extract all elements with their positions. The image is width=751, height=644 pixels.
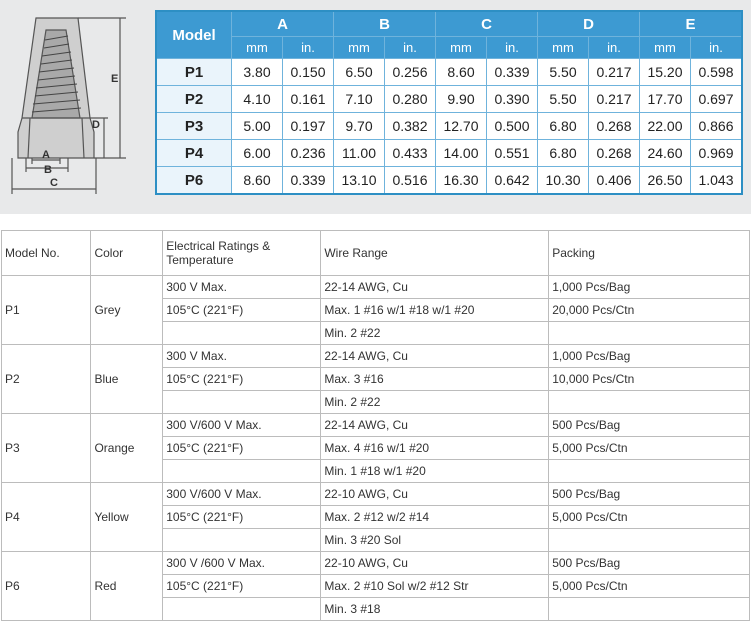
dimension-value-cell: 11.00 (334, 140, 385, 167)
dim-label-a: A (42, 149, 50, 161)
wire-cell: 22-14 AWG, Cu (321, 414, 549, 437)
dimension-value-cell: 10.30 (538, 167, 589, 195)
dim-label-d: D (92, 119, 100, 131)
dimension-value-cell: 17.70 (640, 86, 691, 113)
dim-label-b: B (44, 164, 52, 176)
spec-row (2, 276, 750, 299)
dimension-value-cell: 0.866 (691, 113, 743, 140)
dimension-value-cell: 9.90 (436, 86, 487, 113)
ratings-cell: 105°C (221°F) (163, 368, 321, 391)
dimension-value-cell: 0.150 (283, 59, 334, 86)
dimension-value-cell: 6.50 (334, 59, 385, 86)
dimension-value-cell: 9.70 (334, 113, 385, 140)
packing-cell: 5,000 Pcs/Ctn (549, 575, 750, 598)
header-electrical-ratings: Electrical Ratings & Temperature (163, 231, 321, 276)
unit-header-mm: mm (232, 37, 283, 59)
spec-table (1, 230, 750, 621)
wire-cell: Max. 2 #12 w/2 #14 (321, 506, 549, 529)
packing-cell: 10,000 Pcs/Ctn (549, 368, 750, 391)
dimension-value-cell: 0.697 (691, 86, 743, 113)
unit-header-in: in. (385, 37, 436, 59)
wire-cell: Min. 1 #18 w/1 #20 (321, 460, 549, 483)
spec-header-row (2, 231, 750, 276)
packing-cell (549, 322, 750, 345)
wire-cell: Min. 3 #18 (321, 598, 549, 621)
dimension-value-cell: 0.161 (283, 86, 334, 113)
dim-label-c: C (50, 177, 58, 189)
header-packing: Packing (549, 231, 750, 276)
ratings-cell (163, 460, 321, 483)
packing-cell: 1,000 Pcs/Bag (549, 345, 750, 368)
group-header-a: A (232, 11, 334, 37)
model-no-cell: P6 (2, 552, 91, 621)
dimension-value-cell: 16.30 (436, 167, 487, 195)
dimension-value-cell: 6.80 (538, 140, 589, 167)
dimension-value-cell: 0.256 (385, 59, 436, 86)
dimension-row (156, 59, 742, 86)
wire-cell: Min. 3 #20 Sol (321, 529, 549, 552)
ratings-cell (163, 598, 321, 621)
dimension-value-cell: 0.339 (283, 167, 334, 195)
color-cell: Orange (91, 414, 163, 483)
dimension-value-cell: 0.339 (487, 59, 538, 86)
packing-cell: 5,000 Pcs/Ctn (549, 506, 750, 529)
dimension-value-cell: 6.80 (538, 113, 589, 140)
unit-header-in: in. (691, 37, 743, 59)
unit-header-in: in. (283, 37, 334, 59)
header-color: Color (91, 231, 163, 276)
dimension-value-cell: 0.598 (691, 59, 743, 86)
dimension-table (155, 10, 743, 195)
color-cell: Yellow (91, 483, 163, 552)
group-header-e: E (640, 11, 743, 37)
dimension-value-cell: 6.00 (232, 140, 283, 167)
unit-header-mm: mm (538, 37, 589, 59)
dimension-value-cell: 13.10 (334, 167, 385, 195)
unit-header-mm: mm (334, 37, 385, 59)
color-cell: Red (91, 552, 163, 621)
dimension-value-cell: 0.433 (385, 140, 436, 167)
unit-header-row (156, 37, 742, 59)
group-header-b: B (334, 11, 436, 37)
wire-cell: 22-14 AWG, Cu (321, 345, 549, 368)
dimension-value-cell: 0.268 (589, 113, 640, 140)
ratings-cell: 300 V/600 V Max. (163, 414, 321, 437)
dimension-value-cell: 0.551 (487, 140, 538, 167)
ratings-cell: 105°C (221°F) (163, 299, 321, 322)
dimension-row (156, 86, 742, 113)
dimension-figure (0, 0, 751, 214)
dimension-value-cell: 0.197 (283, 113, 334, 140)
unit-header-mm: mm (436, 37, 487, 59)
packing-cell: 1,000 Pcs/Bag (549, 276, 750, 299)
ratings-cell: 105°C (221°F) (163, 575, 321, 598)
dimension-value-cell: 0.500 (487, 113, 538, 140)
dimension-value-cell: 0.516 (385, 167, 436, 195)
unit-header-mm: mm (640, 37, 691, 59)
model-cell: P2 (156, 86, 232, 113)
ratings-cell (163, 391, 321, 414)
unit-header-in: in. (487, 37, 538, 59)
dimension-value-cell: 0.642 (487, 167, 538, 195)
group-header-c: C (436, 11, 538, 37)
model-cell: P3 (156, 113, 232, 140)
ratings-cell: 300 V/600 V Max. (163, 483, 321, 506)
model-column-header: Model (156, 11, 232, 59)
wire-connector-diagram (0, 0, 150, 210)
packing-cell: 500 Pcs/Bag (549, 552, 750, 575)
wire-cell: 22-10 AWG, Cu (321, 483, 549, 506)
ratings-cell (163, 529, 321, 552)
model-cell: P1 (156, 59, 232, 86)
dimension-value-cell: 5.50 (538, 59, 589, 86)
ratings-cell: 300 V Max. (163, 276, 321, 299)
ratings-cell (163, 322, 321, 345)
dimension-value-cell: 15.20 (640, 59, 691, 86)
dimension-value-cell: 5.00 (232, 113, 283, 140)
dimension-value-cell: 22.00 (640, 113, 691, 140)
dimension-value-cell: 0.217 (589, 86, 640, 113)
dimension-value-cell: 0.280 (385, 86, 436, 113)
dimension-value-cell: 0.969 (691, 140, 743, 167)
wire-cell: Max. 1 #16 w/1 #18 w/1 #20 (321, 299, 549, 322)
dimension-row (156, 113, 742, 140)
header-wire-range: Wire Range (321, 231, 549, 276)
dimension-value-cell: 3.80 (232, 59, 283, 86)
unit-header-in: in. (589, 37, 640, 59)
wire-cell: Min. 2 #22 (321, 391, 549, 414)
packing-cell (549, 598, 750, 621)
dimension-value-cell: 14.00 (436, 140, 487, 167)
wire-cell: Min. 2 #22 (321, 322, 549, 345)
dimension-value-cell: 0.382 (385, 113, 436, 140)
packing-cell: 5,000 Pcs/Ctn (549, 437, 750, 460)
packing-cell: 500 Pcs/Bag (549, 414, 750, 437)
ratings-cell: 105°C (221°F) (163, 437, 321, 460)
model-no-cell: P4 (2, 483, 91, 552)
dimension-row (156, 140, 742, 167)
wire-cell: Max. 3 #16 (321, 368, 549, 391)
model-cell: P4 (156, 140, 232, 167)
model-no-cell: P3 (2, 414, 91, 483)
wire-cell: 22-14 AWG, Cu (321, 276, 549, 299)
dimension-value-cell: 0.390 (487, 86, 538, 113)
ratings-cell: 300 V Max. (163, 345, 321, 368)
model-no-cell: P2 (2, 345, 91, 414)
spec-row (2, 345, 750, 368)
packing-cell (549, 391, 750, 414)
spec-row (2, 414, 750, 437)
packing-cell (549, 529, 750, 552)
dimension-value-cell: 26.50 (640, 167, 691, 195)
spec-row (2, 483, 750, 506)
dimension-row (156, 167, 742, 195)
dimension-value-cell: 12.70 (436, 113, 487, 140)
dim-label-e: E (111, 73, 119, 85)
dimension-value-cell: 0.236 (283, 140, 334, 167)
ratings-cell: 105°C (221°F) (163, 506, 321, 529)
wire-cell: Max. 2 #10 Sol w/2 #12 Str (321, 575, 549, 598)
wire-cell: 22-10 AWG, Cu (321, 552, 549, 575)
header-model-no: Model No. (2, 231, 91, 276)
dimension-value-cell: 0.406 (589, 167, 640, 195)
color-cell: Grey (91, 276, 163, 345)
packing-cell (549, 460, 750, 483)
dimension-value-cell: 5.50 (538, 86, 589, 113)
packing-cell: 500 Pcs/Bag (549, 483, 750, 506)
group-header-d: D (538, 11, 640, 37)
dimension-value-cell: 8.60 (232, 167, 283, 195)
dimension-value-cell: 7.10 (334, 86, 385, 113)
wire-cell: Max. 4 #16 w/1 #20 (321, 437, 549, 460)
ratings-cell: 300 V /600 V Max. (163, 552, 321, 575)
dimension-value-cell: 24.60 (640, 140, 691, 167)
packing-cell: 20,000 Pcs/Ctn (549, 299, 750, 322)
color-cell: Blue (91, 345, 163, 414)
dimension-value-cell: 4.10 (232, 86, 283, 113)
dimension-value-cell: 1.043 (691, 167, 743, 195)
model-cell: P6 (156, 167, 232, 195)
spec-row (2, 552, 750, 575)
model-no-cell: P1 (2, 276, 91, 345)
dimension-value-cell: 0.217 (589, 59, 640, 86)
dimension-value-cell: 8.60 (436, 59, 487, 86)
dimension-value-cell: 0.268 (589, 140, 640, 167)
